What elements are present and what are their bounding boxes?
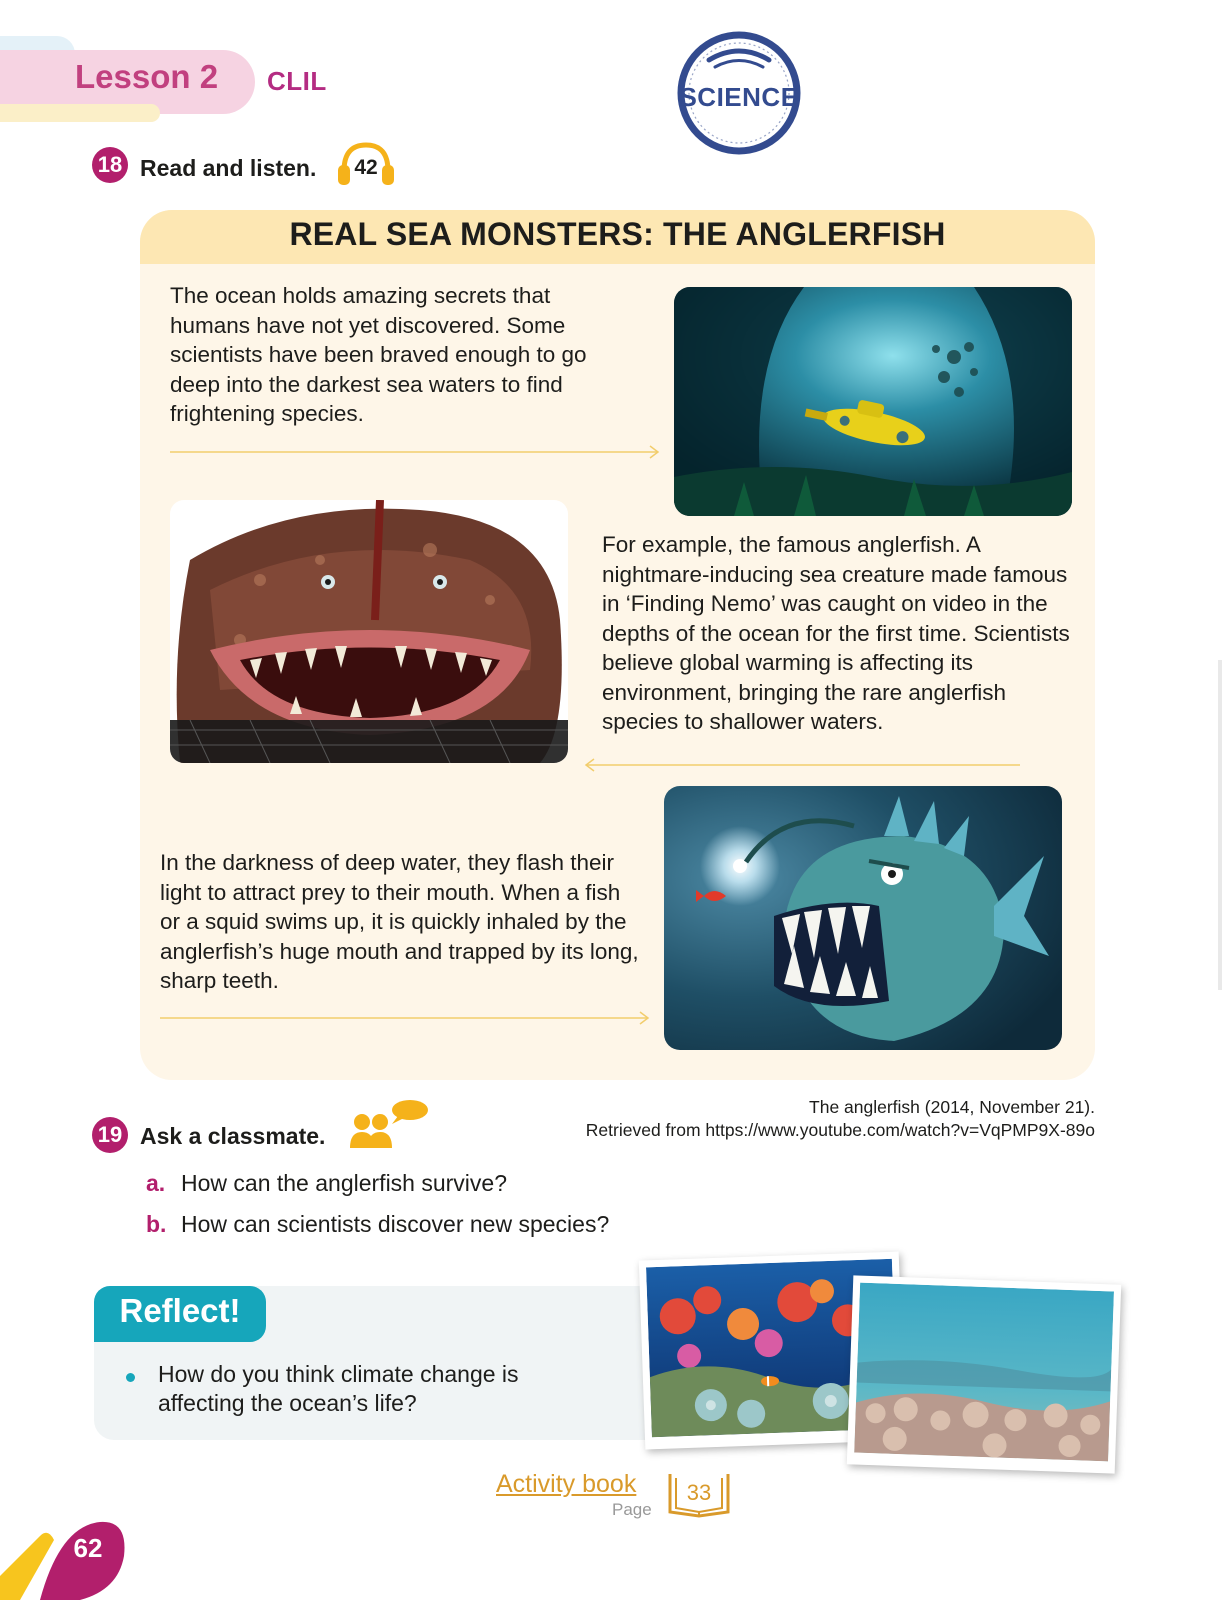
question-letter: a. — [146, 1170, 166, 1196]
bleached-coral-image — [854, 1283, 1114, 1462]
article-paragraph-3: In the darkness of deep water, they flash their light to attract prey to their mouth. When a fish or a squid swims up, it is quickly inhaled by the anglerfish’s huge mouth and trapped by its long, sharp teeth. — [160, 850, 639, 993]
exercise-instruction: Read and listen. — [140, 155, 317, 181]
submarine-photo — [674, 287, 1072, 516]
article-title: REAL SEA MONSTERS: THE ANGLERFISH — [289, 216, 946, 252]
anglerfish-illustration — [664, 786, 1062, 1050]
reflect-label: Reflect! — [119, 1292, 241, 1329]
science-stamp-label: SCIENCE — [679, 82, 799, 112]
arrow-right-icon — [170, 445, 662, 459]
question-b — [146, 1211, 609, 1238]
question-letter: b. — [146, 1211, 167, 1237]
citation-url: Retrieved from https://www.youtube.com/watch?v=VqPMP9X-89o — [585, 1120, 1095, 1140]
page-edge-shadow — [1218, 660, 1222, 990]
audio-track-number: 42 — [354, 156, 378, 179]
exercise-number-badge: 18 — [92, 147, 128, 183]
article-paragraph-2: For example, the famous anglerfish. A nightmare-inducing sea creature made famous in ‘Finding Nemo’ was caught on video in the depths of the ocean for the first time. Scientists believe global warming is affecting its environment, bringing the rare anglerfish species to shallower waters. — [602, 532, 1070, 734]
arrow-right-icon — [160, 1011, 652, 1025]
reflect-question: How do you think climate change is affecting the ocean’s life? — [158, 1361, 519, 1416]
question-text: How can the anglerfish survive? — [181, 1170, 507, 1196]
anglerfish-photo — [170, 500, 568, 763]
citation — [586, 1096, 1095, 1142]
question-text: How can scientists discover new species? — [181, 1211, 610, 1237]
bleached-coral-photo — [847, 1275, 1121, 1473]
activity-book-page-label: Page — [612, 1500, 652, 1519]
exercise-instruction: Ask a classmate. — [140, 1123, 326, 1149]
exercise-number-badge: 19 — [92, 1117, 128, 1153]
section-tag: CLIL — [267, 66, 327, 96]
page-number: 62 — [73, 1533, 103, 1563]
activity-book-link[interactable]: Activity book — [496, 1470, 637, 1498]
arrow-left-icon — [582, 758, 1020, 772]
activity-book-page-number: 33 — [686, 1480, 712, 1505]
question-a — [146, 1170, 507, 1197]
lesson-title: Lesson 2 — [75, 58, 219, 95]
citation-line-1: The anglerfish (2014, November 21). — [809, 1097, 1095, 1117]
classmates-speech-icon — [348, 1098, 430, 1154]
article-paragraph-1: The ocean holds amazing secrets that humans have not yet discovered. Some scientists have been braved enough to go deep into the darkest sea waters to find frightening species. — [170, 283, 587, 426]
lesson-tab-underline — [0, 104, 160, 122]
bullet-icon — [126, 1373, 135, 1382]
